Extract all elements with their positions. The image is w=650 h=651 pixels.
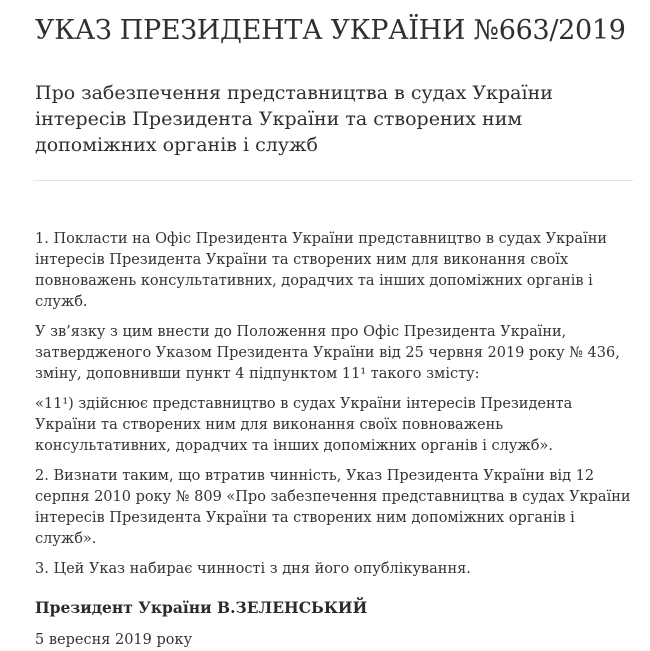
paragraph-amendment-intro: У зв’язку з цим внести до Положення про Офіс Президента України, затвердженого Указом Президента України від 25 червня 2019 року № 436, зміну, доповнивши пункт 4 підпунктом 11¹ такого змісту: (35, 324, 620, 382)
document-subtitle: Про забезпечення представництва в судах України інтересів Президента України та створених ним допоміжних органів і служб (35, 82, 553, 156)
decree-page (0, 14, 650, 651)
paragraph-item-1: 1. Покласти на Офіс Президента України представництво в судах України інтересів Президента України та створених ним для виконання своїх повноважень консультативних, дорадчих та інших допоміжних органів і служб. (35, 231, 608, 310)
paragraph-item-3: 3. Цей Указ набирає чинності з дня його опублікування. (35, 561, 471, 577)
page-title: УКАЗ ПРЕЗИДЕНТА УКРАЇНИ №663/2019 (35, 15, 626, 46)
document-body (35, 229, 634, 651)
paragraph-item-2: 2. Визнати таким, що втратив чинність, Указ Президента України від 12 серпня 2010 року № 809 «Про забезпечення представництва в судах України інтересів Президента України та створених ним допоміжних органів і служб». (35, 468, 631, 547)
signature-line: Президент України В.ЗЕЛЕНСЬКИЙ (35, 598, 368, 617)
divider (33, 180, 633, 181)
paragraph-amendment-quote: «11¹) здійснює представництво в судах України інтересів Президента України та створених ним для виконання своїх повноважень консультативних, дорадчих та інших допоміжних органів і служб». (35, 396, 573, 454)
publication-date: 5 вересня 2019 року (35, 632, 193, 648)
